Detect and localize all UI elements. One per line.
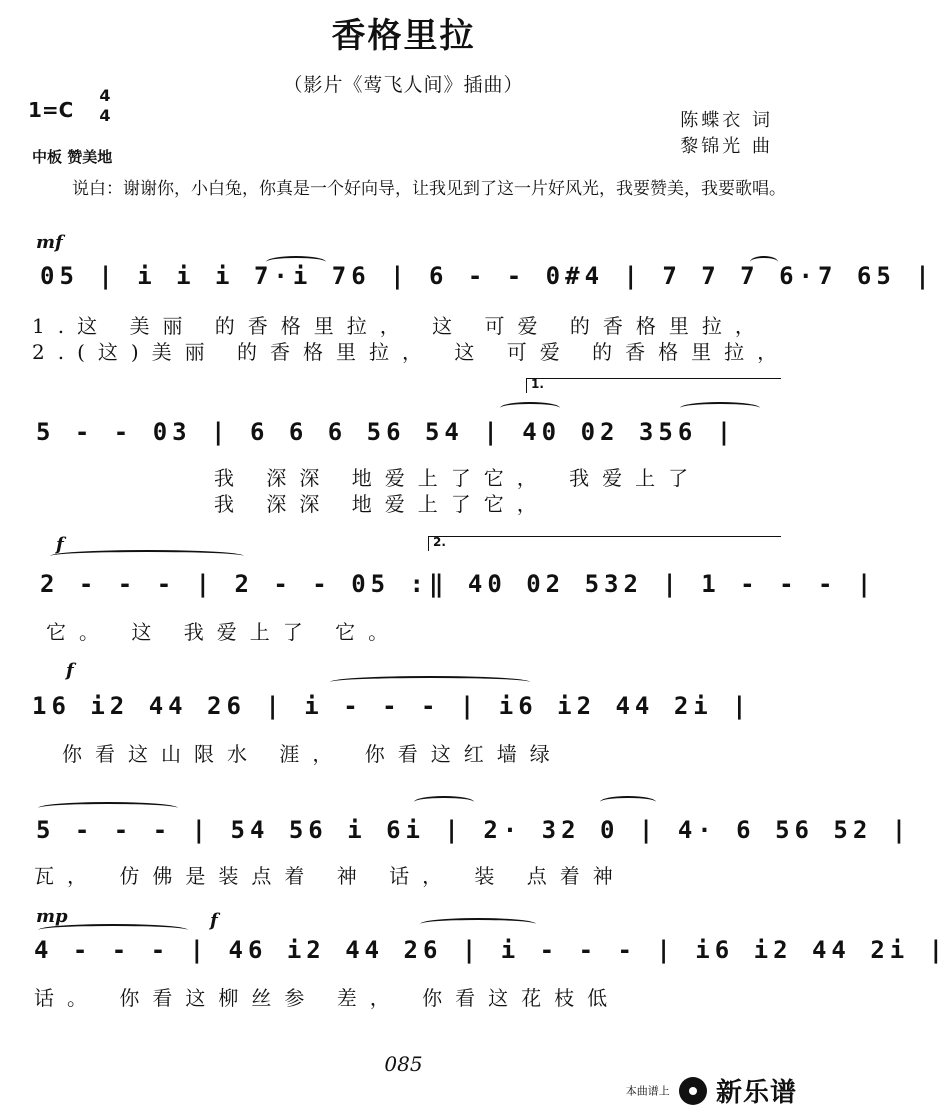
notation-line: 5 - - - | 54 56 i 6i | 2· 32 0 | 4· 6 56 52 | — [36, 816, 912, 844]
site-logo[interactable] — [626, 1072, 797, 1109]
volta-label: 1. — [531, 377, 544, 391]
slur — [266, 256, 326, 268]
notation-line: 4 - - - | 46 i2 44 26 | i - - - | i6 i2 44 2i | — [34, 936, 948, 964]
slur — [50, 550, 244, 562]
logo-caption: 本曲谱上 — [625, 1084, 670, 1098]
composer-credit: 黎锦光 曲 — [680, 136, 773, 157]
slur — [38, 924, 188, 936]
spoken-intro: 说白：谢谢你，小白兔，你真是一个好向导，让我见到了这一片好风光，我要赞美，我要歌唱。 — [72, 179, 786, 199]
lyric-line: 我 深深 地爱上了它， 我爱上了 — [214, 466, 702, 490]
subtitle: （影片《莺飞人间》插曲） — [283, 74, 524, 96]
lyric-line: 话。 你看这柳丝参 差， 你看这花枝低 — [34, 986, 621, 1010]
notation-line: 05 | i i i 7·i 76 | 6 - - 0#4 | 7 7 7 6·7 65 | — [40, 262, 935, 290]
lyric-line: 它。 这 我爱上了 它。 — [46, 620, 402, 644]
song-title: 香格里拉 — [331, 16, 476, 56]
slur — [500, 402, 560, 414]
volta-bracket — [526, 378, 781, 393]
time-bottom: 4 — [99, 106, 111, 125]
slur — [330, 676, 530, 688]
tempo-marking: 中板 赞美地 — [32, 148, 113, 166]
dynamic-mark: mp — [36, 906, 68, 927]
time-top: 4 — [99, 86, 111, 105]
page-number: 085 — [384, 1052, 423, 1076]
notation-line: 16 i2 44 26 | i - - - | i6 i2 44 2i | — [32, 692, 752, 720]
dynamic-mark: mf — [36, 232, 63, 253]
slur — [420, 918, 536, 930]
key-signature: 1=C — [28, 98, 74, 122]
logo-text: 新乐谱 — [715, 1078, 797, 1108]
record-disc-icon — [679, 1077, 707, 1105]
slur — [680, 402, 760, 414]
slur — [750, 256, 778, 268]
notation-line: 2 - - - | 2 - - 05 :‖ 40 02 532 | 1 - - - | — [40, 570, 877, 598]
lyric-line: 你看这山限水 涯， 你看这红墙绿 — [62, 742, 563, 766]
dynamic-mark: f — [66, 660, 74, 681]
dynamic-mark: f — [210, 910, 218, 931]
lyric-line: 1.这 美丽 的香格里拉， 这 可爱 的香格里拉， — [32, 314, 768, 338]
slur — [38, 802, 178, 814]
lyricist-credit: 陈蝶衣 词 — [680, 110, 773, 131]
volta-label: 2. — [433, 535, 446, 549]
slur — [414, 796, 474, 808]
time-signature — [96, 86, 114, 126]
lyric-line: 2.(这)美丽 的香格里拉， 这 可爱 的香格里拉， — [32, 340, 791, 364]
dynamic-mark: f — [56, 534, 64, 555]
slur — [600, 796, 656, 808]
volta-bracket — [428, 536, 781, 551]
notation-line: 5 - - 03 | 6 6 6 56 54 | 40 02 356 | — [36, 418, 737, 446]
lyric-line: 瓦， 仿佛是装点着 神 话， 装 点着神 — [34, 864, 626, 888]
lyric-line: 我 深深 地爱上了它， — [214, 492, 550, 516]
